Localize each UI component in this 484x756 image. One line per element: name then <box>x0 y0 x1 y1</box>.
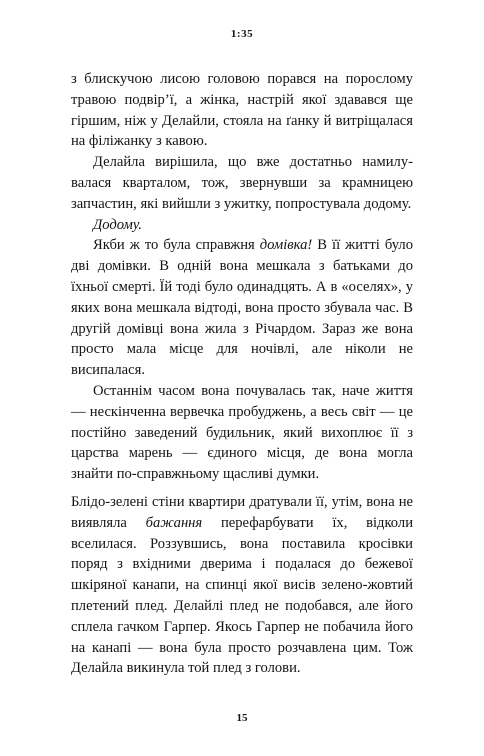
running-head-time: 1:35 <box>230 28 254 40</box>
italic-text-run: бажання <box>145 514 203 531</box>
text-section-1 <box>71 69 413 485</box>
italic-text-run: домівка! <box>259 237 313 254</box>
text-run: Блідо-зелені стіни квартири дратували її, утім, вона не виявляла <box>71 494 413 531</box>
paragraph <box>71 492 413 679</box>
paragraph <box>71 152 413 214</box>
paragraph <box>71 381 413 485</box>
text-run: Останнім часом вона почувалась так, наче життя — нескінченна вервечка пробуджень, а весь світ — це постійно заведений будильник, який вихоплює її з царства марень — єдиного місця, де вона могла знайти по-справжньому щасливі думки. <box>71 382 413 483</box>
paragraph <box>71 69 413 152</box>
text-section-2 <box>71 492 413 679</box>
text-run: з блискучою лисою головою порався на порослому травою подвір’ї, а жінка, настрій якої здавався ще гіршим, ніж у Делайли, стояла на ґанку й витріщалася на філіжанку з кавою. <box>71 71 413 150</box>
text-run: Якби ж то була справжня <box>93 237 260 254</box>
text-run: Делайла вирішила, що вже достатньо намилувалася кварталом, тож, звернувши за крамницею запчастин, які вийшли з ужитку, попростувала додому. <box>71 154 413 212</box>
italic-text-run: Додому. <box>93 216 143 233</box>
paragraph <box>71 235 413 381</box>
text-run: В її житті було дві домівки. В одній вона мешкала з батьками до їхньої смерті. Їй тоді було одинадцять. А в «оселях», у яких вона мешкала відтоді, вона просто збувала час. В другій домівці вона жила з Річардом. Зараз же вона просто мала місце для ночівлі, але ніколи не висипалася. <box>71 237 413 379</box>
page-number: 15 <box>236 712 248 724</box>
text-run: перефарбувати їх, відколи вселилася. Роззувшись, вона поставила кросівки поряд з вхідними дверима і подалася до бежевої шкіряної канапи, на спинці якої висів зелено-жовтий плетений плед. Делайлі плед не подобався, але його сплела гачком Гарпер. Якось Гарпер не побачила його на канапі — вона була просто розчавлена цим. Тож Делайла викинула той плед з голови. <box>71 514 414 677</box>
paragraph <box>71 215 413 236</box>
